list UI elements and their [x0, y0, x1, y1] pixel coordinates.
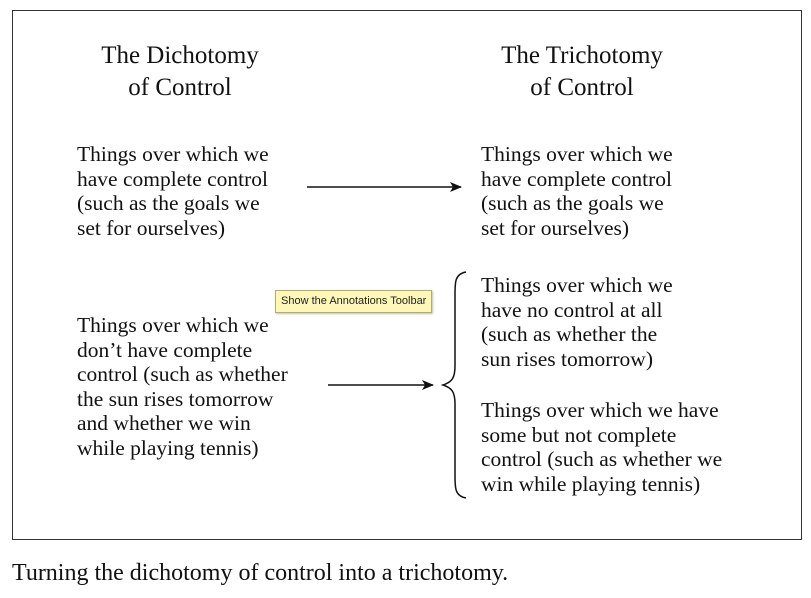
text-line: have no control at all: [481, 297, 663, 322]
text-line: Things over which we: [77, 313, 269, 337]
annotations-toolbar-tooltip: Show the Annotations Toolbar: [275, 290, 432, 313]
text-line: win while playing tennis): [481, 471, 701, 496]
text-line: and whether we win: [77, 411, 251, 435]
text-line: Things over which we: [77, 142, 269, 166]
text-line: set for ourselves): [481, 215, 630, 240]
text-line: set for ourselves): [77, 215, 226, 240]
text-line: (such as the goals we: [77, 191, 260, 215]
text-line: the sun rises tomorrow: [77, 386, 274, 411]
text-line: some but not complete: [481, 422, 677, 447]
text-line: (such as whether the: [481, 322, 658, 346]
text-line: control (such as whether: [77, 362, 288, 386]
text-line: sun rises tomorrow): [481, 346, 653, 371]
figure-caption: Turning the dichotomy of control into a trichotomy.: [12, 560, 509, 586]
text-line: control (such as whether we: [481, 447, 723, 471]
dichotomy-heading-line-2: of Control: [128, 74, 232, 101]
text-line: have complete control: [77, 166, 269, 191]
text-line: (such as the goals we: [481, 191, 664, 215]
trichotomy-heading-line-2: of Control: [530, 74, 634, 101]
text-line: Things over which we have: [481, 398, 719, 422]
trichotomy-heading-line-1: The Trichotomy: [501, 42, 663, 69]
dichotomy-heading-line-1: The Dichotomy: [101, 42, 259, 69]
text-line: Things over which we: [481, 273, 673, 297]
text-line: Things over which we: [481, 142, 673, 166]
text-line: have complete control: [481, 166, 673, 191]
text-line: while playing tennis): [77, 435, 259, 460]
text-line: don’t have complete: [77, 337, 253, 362]
curly-brace: [443, 272, 466, 498]
